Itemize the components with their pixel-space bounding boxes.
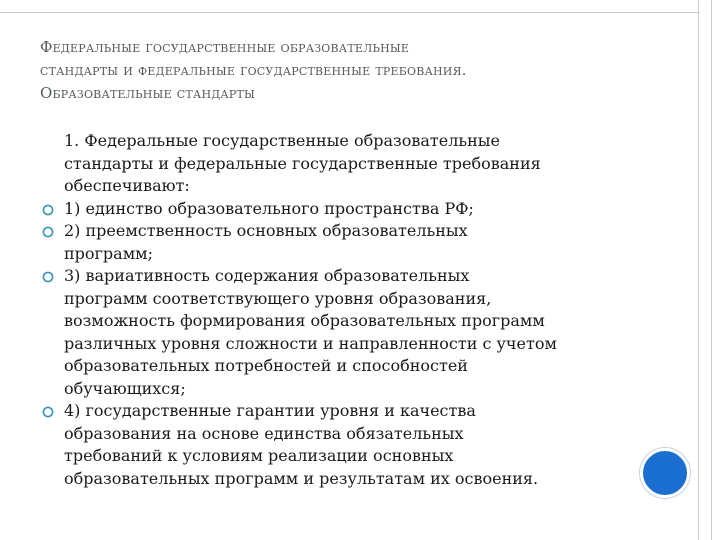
list-item (40, 265, 680, 400)
list-item-line: 2) преемственность основных образовательных (64, 221, 468, 240)
list-item-line: программ; (64, 243, 153, 263)
list-item-line: требований к условиям реализации основных (64, 446, 454, 465)
bullet-icon (42, 271, 54, 283)
list-item-line: 1) единство образовательного пространства РФ; (64, 198, 474, 218)
title-line-2: стандарты и федеральные государственные требования. (40, 61, 467, 79)
title-line-3: Образовательные стандарты (40, 84, 256, 102)
list-item-line: образовательных программ и результатам их освоения. (64, 468, 539, 488)
list-item-line: образования на основе единства обязательных (64, 423, 464, 443)
slide-body (40, 130, 680, 490)
list-item (40, 220, 680, 265)
list-item-line: образовательных потребностей и способностей (64, 356, 468, 375)
list-item-line: возможность формирования образовательных программ (64, 311, 545, 330)
list-item-line: 4) государственные гарантии уровня и качества (64, 401, 476, 420)
intro-line: обеспечивают: (64, 176, 190, 195)
intro-line: стандарты и федеральные государственные требования (64, 153, 541, 173)
bullet-icon (42, 406, 54, 418)
bullet-icon (42, 226, 54, 238)
list-item (40, 400, 680, 490)
list-item (40, 198, 680, 221)
list-item-line: обучающихся; (64, 378, 186, 398)
slide-frame-right (698, 0, 712, 540)
bullet-icon (42, 204, 54, 216)
title-line-1: Федеральные государственные образовательные (40, 38, 410, 56)
slide-frame-top (0, 0, 700, 13)
intro-paragraph (40, 130, 680, 198)
slide-title (40, 36, 660, 105)
list-item-line: 3) вариативность содержания образовательных (64, 266, 470, 285)
slide-nav-circle[interactable] (640, 448, 690, 498)
intro-line: 1. Федеральные государственные образовательные (64, 131, 500, 150)
list-item-line: различных уровня сложности и направленности с учетом (64, 333, 557, 353)
list-item-line: программ соответствующего уровня образования, (64, 288, 492, 308)
